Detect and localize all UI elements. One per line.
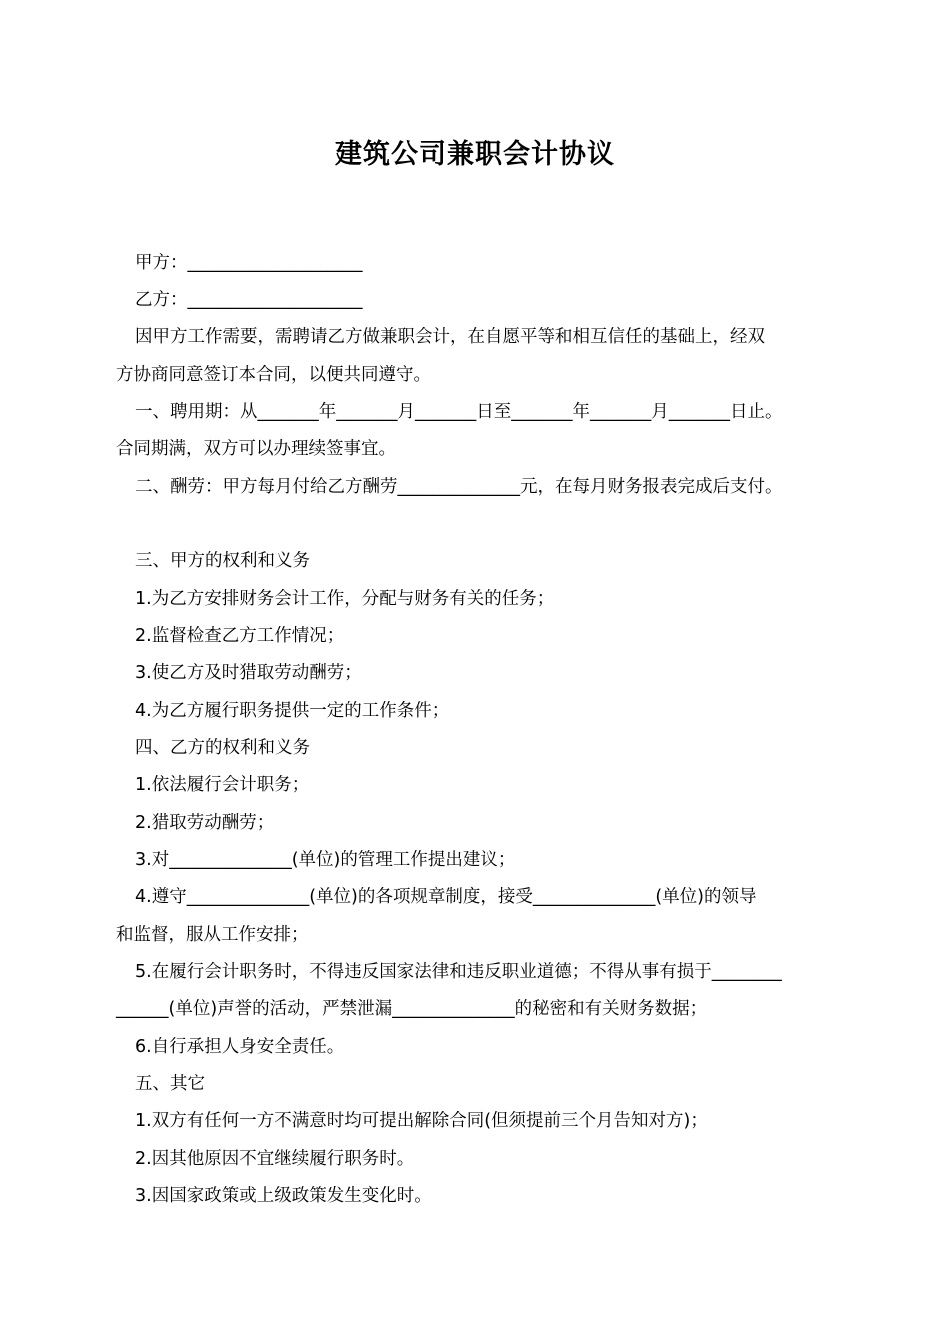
list-item: 4.遵守______________(单位)的各项规章制度，接受______________(单位)的领导 bbox=[135, 887, 757, 907]
list-item: 3.使乙方及时猎取劳动酬劳； bbox=[135, 663, 362, 683]
list-item: 1.依法履行会计职务； bbox=[135, 775, 310, 795]
list-item: 1.双方有任何一方不满意时均可提出解除合同(但须提前三个月告知对方)； bbox=[135, 1111, 708, 1131]
party-b-line: 乙方：____________________ bbox=[135, 290, 363, 310]
list-item: 5.在履行会计职务时，不得违反国家法律和违反职业道德；不得从事有损于________ bbox=[135, 962, 782, 982]
term-clause-line-2: 合同期满，双方可以办理续签事宜。 bbox=[116, 439, 396, 459]
list-item: 1.为乙方安排财务会计工作，分配与财务有关的任务； bbox=[135, 589, 555, 609]
list-item-continuation: 和监督，服从工作安排； bbox=[116, 925, 309, 945]
list-item: 6.自行承担人身安全责任。 bbox=[135, 1037, 345, 1057]
list-item: 2.因其他原因不宜继续履行职务时。 bbox=[135, 1149, 415, 1169]
list-item-continuation: ______(单位)声誉的活动，严禁泄漏______________的秘密和有关财务数据； bbox=[116, 999, 708, 1019]
preamble-line-1: 因甲方工作需要，需聘请乙方做兼职会计，在自愿平等和相互信任的基础上，经双 bbox=[135, 327, 765, 347]
term-clause-line-1: 一、聘用期：从_______年_______月_______日至_______年_______月_______日止。 bbox=[135, 402, 783, 422]
list-item: 3.对______________(单位)的管理工作提出建议； bbox=[135, 850, 516, 870]
list-item: 3.因国家政策或上级政策发生变化时。 bbox=[135, 1186, 432, 1206]
preamble-line-2: 方协商同意签订本合同，以便共同遵守。 bbox=[116, 365, 431, 385]
party-a-line: 甲方：____________________ bbox=[135, 253, 363, 273]
list-item: 2.猎取劳动酬劳； bbox=[135, 813, 275, 833]
section-heading-other: 五、其它 bbox=[135, 1074, 205, 1094]
section-heading-party-a: 三、甲方的权利和义务 bbox=[135, 551, 310, 571]
section-heading-party-b: 四、乙方的权利和义务 bbox=[135, 738, 310, 758]
document-title: 建筑公司兼职会计协议 bbox=[335, 139, 615, 170]
list-item: 2.监督检查乙方工作情况； bbox=[135, 626, 345, 646]
list-item: 4.为乙方履行职务提供一定的工作条件； bbox=[135, 701, 450, 721]
pay-clause: 二、酬劳：甲方每月付给乙方酬劳______________元，在每月财务报表完成后支付。 bbox=[135, 477, 783, 497]
